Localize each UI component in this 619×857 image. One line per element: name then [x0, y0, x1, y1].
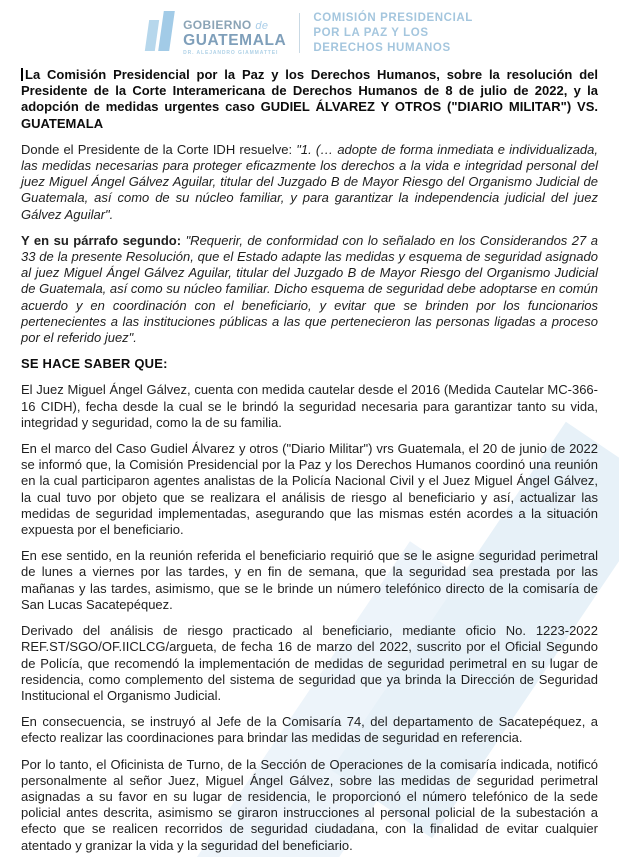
header-divider: [299, 13, 300, 53]
paragraph-resuelve: [21, 142, 598, 223]
paragraph-resuelve-intro: Donde el Presidente de la Corte IDH resuelve:: [21, 141, 297, 157]
gobierno-wordmark: [183, 10, 286, 56]
paragraph-comisaria-74: En consecuencia, se instruyó al Jefe de la Comisaría 74, del departamento de Sacatepéquez, a efecto realizar las coordinaciones para brindar las medidas de seguridad en referencia.: [21, 714, 598, 746]
heading-se-hace-saber: SE HACE SABER QUE:: [21, 356, 168, 372]
paragraph-segundo: [21, 233, 598, 346]
paragraph-resuelve-quote: "1. (… adopte de forma inmediata e individualizada, las medidas necesarias para proteger eficazmente los derechos a la vida e integridad personal del juez Miguel Ángel Gálvez Aguilar, titular del Juzgado B de Mayor Riesgo del Organismo Judicial de Guatemala, así como de su núcleo familiar, y para garantizar la independencia judicial del juez Gálvez Aguilar".: [21, 141, 598, 222]
gobierno-word: GOBIERNO: [183, 18, 252, 33]
gobierno-logo: [146, 10, 286, 56]
document-header: [0, 0, 619, 58]
commission-title: [313, 11, 473, 56]
document-body: [0, 58, 619, 854]
paragraph-notificacion-final: Por lo tanto, el Oficinista de Turno, de la Sección de Operaciones de la comisaría indicada, notificó personalmente al señor Juez, Miguel Ángel Gálvez, sobre las medidas de seguridad perimetral asignadas a su favor en su lugar de residencia, le proporcionó el número telefónico de la sede policial antes descrita, asimismo se giraron instrucciones al personal policial de la subestación a efecto que se realicen recorridos de seguridad ciudadana, con la finalidad de evitar cualquier atentado y granizar la vida y la seguridad del beneficiario.: [21, 756, 598, 853]
commission-line: COMISIÓN PRESIDENCIAL: [313, 11, 473, 24]
de-word: de: [255, 20, 269, 33]
logo-bar-left-icon: [145, 20, 159, 51]
paragraph-segundo-intro: Y en su párrafo segundo:: [21, 232, 186, 248]
title-paragraph: [21, 67, 598, 132]
guatemala-word: GUATEMALA: [183, 32, 287, 50]
paragraph-medida-cautelar: El Juez Miguel Ángel Gálvez, cuenta con medida cautelar desde el 2016 (Medida Cautelar MC-366-16 CIDH), fecha desde la cual se le brindó la seguridad necesaria para garantizar tanto su vida, integridad y seguridad, como la de su familia.: [21, 382, 598, 430]
paragraph-analisis-riesgo: Derivado del análisis de riesgo practicado al beneficiario, mediante oficio No. 1223-2022 REF.ST/SGO/OF.IICLCG/argueta, de fecha 16 de marzo del 2022, suscrito por el Oficial Segundo de Policía, que recomendó la implementación de medidas de seguridad perimetral en su lugar de residencia, como complemento del sistema de seguridad que ya brinda la Dirección de Seguridad Institucional el Organismo Judicial.: [21, 623, 598, 703]
gobierno-logo-icon: [146, 10, 175, 52]
paragraph-segundo-quote: "Requerir, de conformidad con lo señalado en los Considerandos 27 a 33 de la presente Resolución, que el Estado adapte las medidas y esquema de seguridad asignado al juez Miguel Ángel Gálvez Aguilar, titular del Juzgado B de Mayor Riesgo del Organismo Judicial de Guatemala, así como su núcleo familiar. Dicho esquema de seguridad debe adoptarse en común acuerdo y en coordinación con el beneficiario, y evitar que se brinden por los funcionarios pertenecientes a las instituciones públicas a las que pertenecieron las personas ligadas a proceso por el referido juez".: [21, 232, 598, 346]
logo-bar-right-icon: [158, 11, 175, 51]
title-text: La Comisión Presidencial por la Paz y los Derechos Humanos, sobre la resolución del Presidente de la Corte Interamericana de Derechos Humanos de 8 de julio de 2022, y la adopción de medidas urgentes caso GUDIEL ÁLVAREZ Y OTROS ("DIARIO MILITAR") VS. GUATEMALA: [21, 67, 598, 131]
logo-tagline: DR. ALEJANDRO GIAMMATTEI: [183, 49, 279, 56]
paragraph-reunion-requerimientos: En ese sentido, en la reunión referida el beneficiario requirió que se le asigne seguridad perimetral de lunes a viernes por las tardes, y en fin de semana, que la seguridad sea prestada por las mañanas y las tardes, asimismo, que se le brinde un número telefónico directo de la comisaría de San Lucas Sacatepéquez.: [21, 548, 598, 612]
commission-line: DERECHOS HUMANOS: [313, 41, 451, 54]
commission-line: POR LA PAZ Y LOS: [313, 26, 429, 39]
text-cursor: [21, 68, 23, 81]
paragraph-marco-caso: En el marco del Caso Gudiel Álvarez y otros ("Diario Militar") vrs Guatemala, el 20 de junio de 2022 se informó que, la Comisión Presidencial por la Paz y los Derechos Humanos coordinó una reunión en la cual participaron agentes analistas de la Policía Nacional Civil y el Juez Miguel Ángel Gálvez, la cual tuvo por objeto que se realizara el análisis de riesgo al beneficiario y así, actualizar las medidas de seguridad implementadas, asegurando que las mismas estén acordes a la situación expuesta por el beneficiario.: [21, 441, 598, 538]
